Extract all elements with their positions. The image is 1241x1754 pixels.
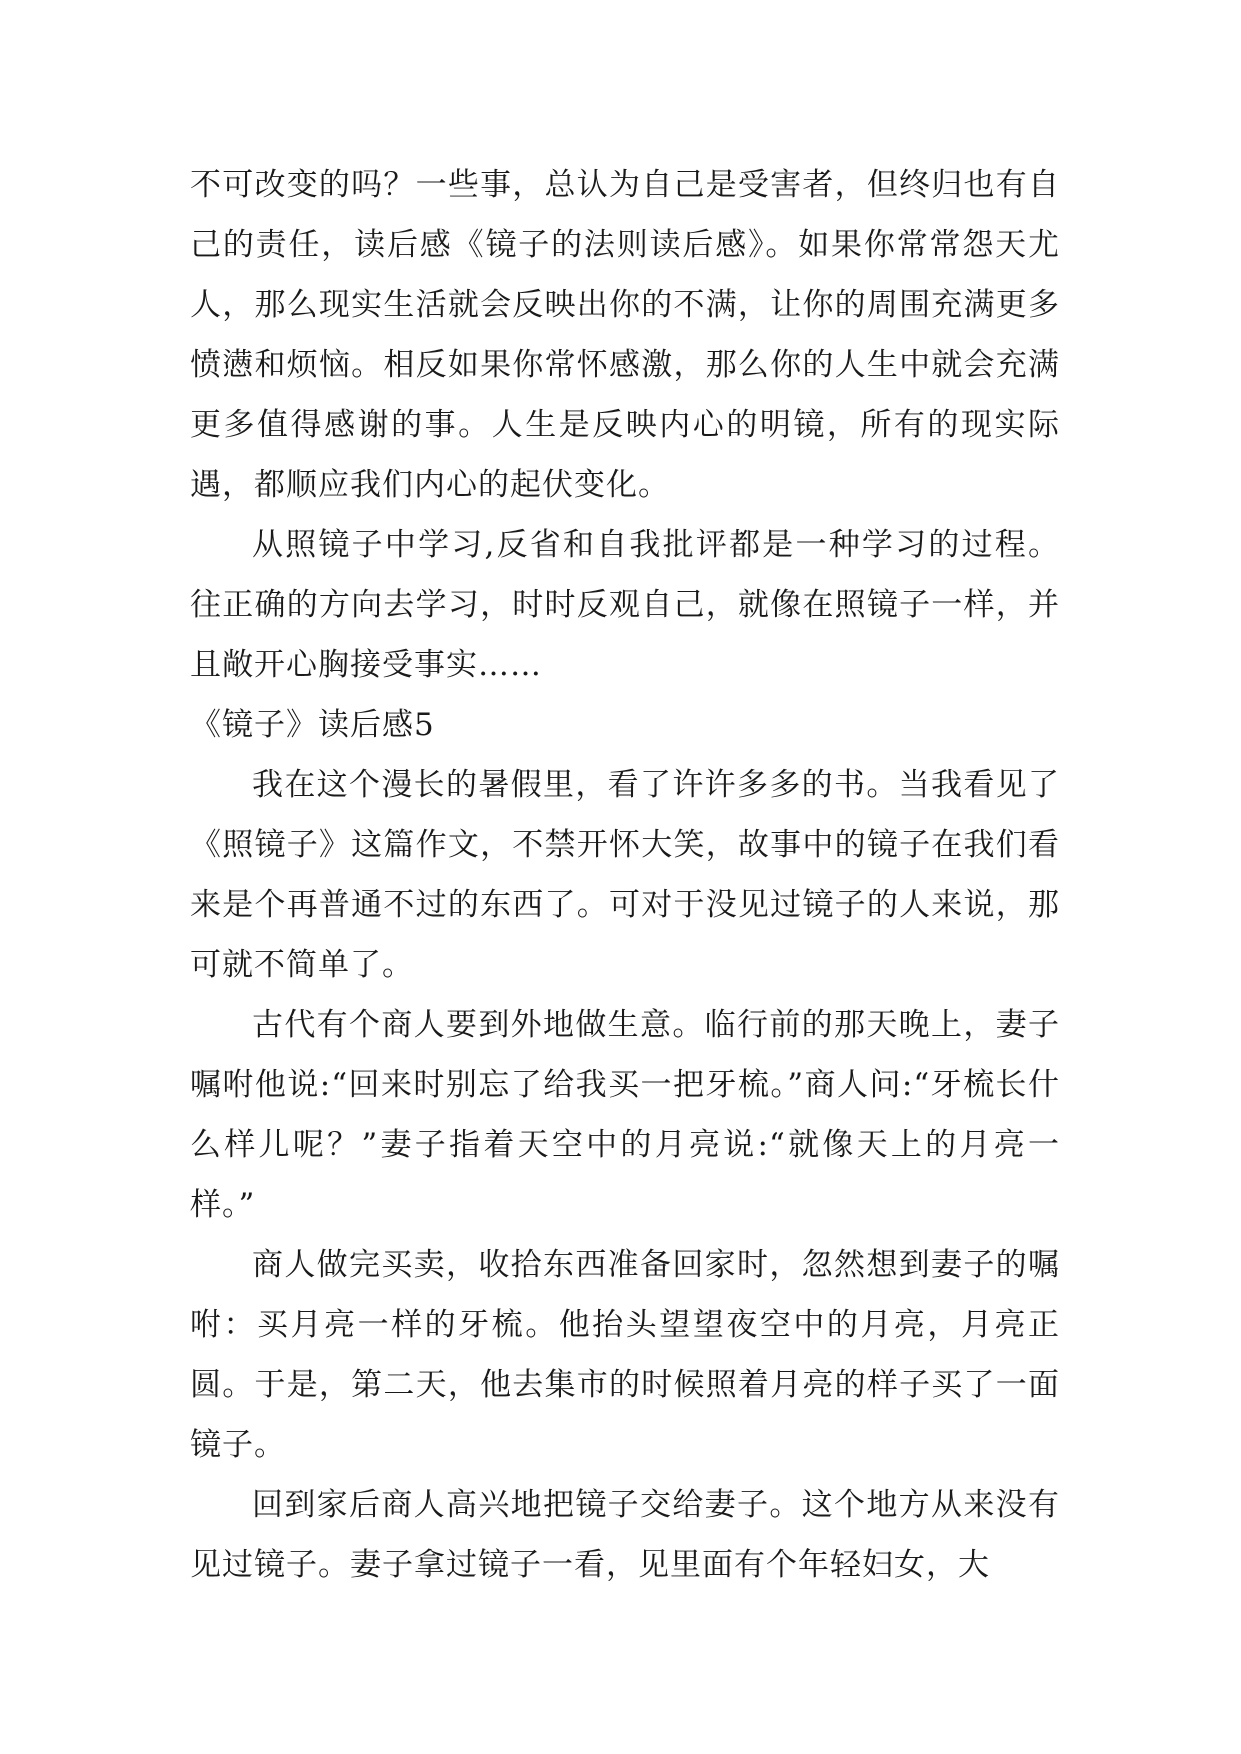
- paragraph-buying-mirror: 商人做完买卖，收拾东西准备回家时，忽然想到妻子的嘱咐：买月亮一样的牙梳。他抬头望望夜空中的月亮，月亮正圆。于是，第二天，他去集市的时候照着月亮的样子买了一面镜子。: [190, 1247, 1060, 1463]
- paragraph-merchant-story: 古代有个商人要到外地做生意。临行前的那天晚上，妻子嘱咐他说:“回来时别忘了给我买一把牙梳。”商人问:“牙梳长什么样儿呢？”妻子指着天空中的月亮说:“就像天上的月亮一样。”: [190, 1007, 1060, 1223]
- paragraph-return-home: 回到家后商人高兴地把镜子交给妻子。这个地方从来没有见过镜子。妻子拿过镜子一看，见里面有个年轻妇女，大: [190, 1487, 1060, 1583]
- document-body: [190, 155, 1060, 1595]
- paragraph-continued: 不可改变的吗？一些事，总认为自己是受害者，但终归也有自己的责任，读后感《镜子的法则读后感》。如果你常常怨天尤人，那么现实生活就会反映出你的不满，让你的周围充满更多愤懑和烦恼。相反如果你常怀感激，那么你的人生中就会充满更多值得感谢的事。人生是反映内心的明镜，所有的现实际遇，都顺应我们内心的起伏变化。: [190, 167, 1060, 503]
- paragraph-mirror-learning: 从照镜子中学习,反省和自我批评都是一种学习的过程。往正确的方向去学习，时时反观自己，就像在照镜子一样，并且敞开心胸接受事实……: [190, 527, 1060, 683]
- section-heading: 《镜子》读后感5: [190, 707, 435, 743]
- paragraph-summer-reading: 我在这个漫长的暑假里，看了许许多多的书。当我看见了《照镜子》这篇作文，不禁开怀大笑，故事中的镜子在我们看来是个再普通不过的东西了。可对于没见过镜子的人来说，那可就不简单了。: [190, 767, 1060, 983]
